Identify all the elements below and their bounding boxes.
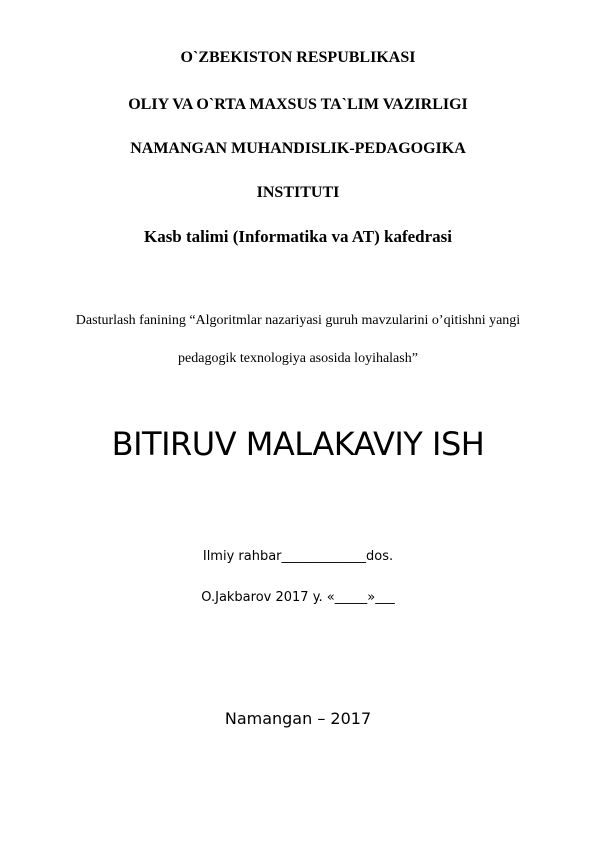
republic-heading: O`ZBEKISTON RESPUBLIKASI [180, 49, 416, 66]
supervisor-line2: O.Jakbarov 2017 y. «_____»___ [201, 590, 395, 605]
topic-line2: pedagogik texnologiya asosida loyihalash” [178, 351, 418, 366]
department-heading: Kasb talimi (Informatika va AT) kafedrasi [143, 227, 453, 246]
document-title: BITIRUV MALAKAVIY ISH [111, 425, 485, 463]
topic-line1: Dasturlash fanining “Algoritmlar nazariyasi guruh mavzularini o’qitishni yangi [75, 313, 521, 328]
institute-heading-line2: INSTITUTI [256, 184, 340, 201]
supervisor-line1: Ilmiy rahbar_____________dos. [202, 549, 394, 564]
institute-heading-line1: NAMANGAN MUHANDISLIK-PEDAGOGIKA [130, 140, 466, 157]
ministry-heading: OLIY VA O`RTA MAXSUS TA`LIM VAZIRLIGI [128, 96, 468, 113]
city-year: Namangan – 2017 [224, 709, 372, 728]
